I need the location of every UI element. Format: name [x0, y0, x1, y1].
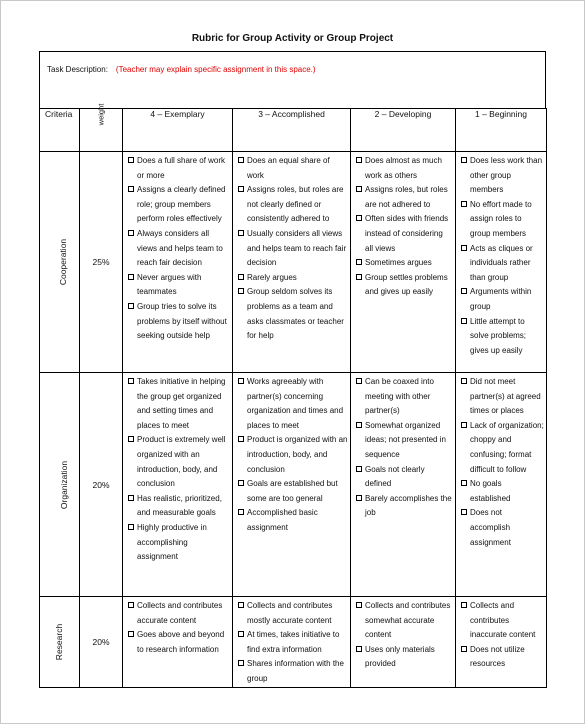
criteria-item	[356, 212, 453, 256]
beginning-header: 1 – Beginning	[456, 109, 547, 152]
criteria-item-text: Product is organized with an introduction, body, and conclusion	[247, 435, 348, 474]
criteria-item-text: Did not meet partner(s) at agreed times or places	[470, 377, 541, 416]
checkbox-icon	[356, 157, 362, 163]
checkbox-icon	[356, 422, 362, 428]
criteria-item	[128, 628, 230, 657]
checkbox-icon	[128, 186, 134, 192]
checkbox-icon	[356, 215, 362, 221]
criteria-item	[128, 492, 230, 521]
checkbox-icon	[238, 631, 244, 637]
criteria-item	[128, 599, 230, 628]
weight-cell: 20%	[80, 597, 123, 688]
checkbox-icon	[461, 318, 467, 324]
criteria-item-text: Barely accomplishes the job	[365, 493, 452, 518]
checkbox-icon	[461, 288, 467, 294]
rubric-table	[39, 103, 547, 688]
checkbox-icon	[128, 495, 134, 501]
checkbox-icon	[238, 602, 244, 608]
task-description-label: Task Description:	[47, 65, 108, 74]
criterion-cell	[40, 373, 80, 597]
level-3-cell	[233, 373, 351, 597]
criteria-item-text: Does less work than other group members	[470, 156, 543, 195]
criteria-item	[356, 375, 453, 419]
criteria-item	[238, 628, 348, 657]
criteria-item-text: No goals established	[470, 479, 511, 503]
criteria-item	[356, 492, 453, 521]
criteria-item-text: Collects and contributes accurate content	[137, 601, 223, 625]
criteria-item-text: Accomplished basic assignment	[247, 508, 318, 532]
checkbox-icon	[356, 378, 362, 384]
criteria-item-text: Assigns roles, but roles are not clearly defined or consistently adhered to	[247, 185, 344, 224]
checkbox-icon	[238, 480, 244, 486]
checkbox-icon	[356, 466, 362, 472]
checkbox-icon	[238, 230, 244, 236]
criteria-item-text: Collects and contributes mostly accurate content	[247, 601, 333, 625]
criteria-item-text: Uses only materials provided	[365, 644, 435, 669]
level-1-cell	[456, 373, 547, 597]
criteria-item-text: Collects and contributes somewhat accurate content	[365, 601, 451, 640]
criteria-item-text: Always considers all views and helps team to reach fair decision	[137, 228, 223, 268]
level-2-cell	[351, 152, 456, 373]
weight-cell: 20%	[80, 373, 123, 597]
rubric-row-organization	[40, 373, 547, 597]
criteria-item	[128, 271, 230, 300]
level-4-cell	[123, 152, 233, 373]
checkbox-icon	[128, 274, 134, 280]
criteria-item-text: Somewhat organized ideas; not presented in sequence	[365, 420, 446, 459]
exemplary-header: 4 – Exemplary	[123, 109, 233, 152]
criteria-item-text: Assigns a clearly defined role; group members perform roles effectively	[137, 185, 226, 224]
checkbox-icon	[356, 602, 362, 608]
task-description-box	[39, 51, 546, 109]
checkbox-icon	[128, 602, 134, 608]
criteria-item	[356, 643, 453, 672]
checkbox-icon	[128, 303, 134, 309]
criteria-item-text: Group settles problems and gives up easily	[365, 272, 448, 297]
checkbox-icon	[461, 646, 467, 652]
level-3-cell	[233, 152, 351, 373]
criteria-item-text: Does an equal share of work	[247, 156, 330, 180]
criteria-item	[128, 183, 230, 227]
criteria-item	[461, 198, 544, 242]
criteria-item	[461, 315, 544, 359]
criteria-item	[461, 643, 544, 672]
criteria-item	[356, 154, 453, 183]
criteria-item-text: Collects and contributes inaccurate content	[470, 601, 536, 640]
criteria-item	[356, 463, 453, 492]
criteria-item	[356, 183, 453, 212]
checkbox-icon	[461, 422, 467, 428]
checkbox-icon	[461, 378, 467, 384]
level-2-cell	[351, 597, 456, 688]
checkbox-icon	[128, 157, 134, 163]
criteria-item	[128, 433, 230, 491]
accomplished-header: 3 – Accomplished	[233, 109, 351, 152]
criteria-item-text: Does not utilize resources	[470, 644, 525, 669]
criteria-item	[238, 154, 348, 183]
criteria-item	[461, 506, 544, 550]
task-description-row	[47, 65, 316, 74]
criteria-item-text: Goals are established but some are too general	[247, 479, 338, 503]
criteria-item-text: Works agreeably with partner(s) concerning organization and times and places to meet	[247, 377, 344, 430]
criteria-item	[238, 227, 348, 271]
level-4-cell	[123, 597, 233, 688]
checkbox-icon	[238, 274, 244, 280]
criterion-label: Cooperation	[58, 238, 69, 286]
criteria-item-text: Group seldom solves its problems as a team and asks classmates or teacher for help	[247, 287, 344, 341]
criteria-item-text: Lack of organization; choppy and confusing; format difficult to follow	[470, 420, 544, 474]
checkbox-icon	[238, 660, 244, 666]
checkbox-icon	[356, 274, 362, 280]
criteria-item	[238, 433, 348, 477]
checkbox-icon	[238, 436, 244, 442]
criteria-item	[356, 256, 453, 271]
criteria-item	[238, 657, 348, 686]
criteria-item-text: Sometimes argues	[365, 258, 432, 268]
rubric-row-research	[40, 597, 547, 688]
criterion-label: Organization	[59, 460, 70, 509]
criteria-item-text: At times, takes initiative to find extra information	[247, 630, 340, 654]
checkbox-icon	[128, 436, 134, 442]
level-4-cell	[123, 373, 233, 597]
checkbox-icon	[238, 288, 244, 294]
checkbox-icon	[356, 495, 362, 501]
criteria-item-text: Goals not clearly defined	[365, 464, 425, 489]
checkbox-icon	[128, 230, 134, 236]
level-1-cell	[456, 597, 547, 688]
criteria-item	[128, 154, 230, 183]
criteria-item-text: Takes initiative in helping the group get organized and setting times and places to meet	[137, 377, 226, 430]
criteria-item-text: Can be coaxed into meeting with other partner(s)	[365, 377, 434, 416]
criteria-item-text: Arguments within group	[470, 287, 532, 311]
criteria-item-text: Shares information with the group	[247, 659, 344, 683]
criteria-item-text: Product is extremely well organized with an introduction, body, and conclusion	[137, 435, 226, 489]
criteria-item	[238, 477, 348, 506]
criteria-item-text: Acts as cliques or individuals rather than group	[470, 243, 533, 282]
criteria-item-text: Goes above and beyond to research information	[137, 630, 225, 654]
criteria-item-text: Little attempt to solve problems; gives up easily	[470, 316, 527, 355]
developing-header: 2 – Developing	[351, 109, 456, 152]
criteria-item	[238, 285, 348, 343]
checkbox-icon	[128, 524, 134, 530]
criteria-item	[238, 599, 348, 628]
criteria-item	[128, 227, 230, 271]
criteria-item	[461, 285, 544, 314]
checkbox-icon	[238, 186, 244, 192]
criteria-item-text: Does a full share of work or more	[137, 156, 226, 180]
criteria-item-text: Often sides with friends instead of considering all views	[365, 214, 449, 253]
criteria-item	[128, 375, 230, 433]
criteria-item	[461, 599, 544, 643]
criterion-label: Research	[54, 623, 65, 660]
criteria-item	[461, 154, 544, 198]
criteria-item-text: Rarely argues	[247, 272, 297, 282]
criteria-item	[461, 419, 544, 477]
criteria-item	[128, 521, 230, 565]
criteria-item	[461, 477, 544, 506]
document-title: Rubric for Group Activity or Group Project	[191, 33, 394, 44]
task-description-note: (Teacher may explain specific assignment in this space.)	[115, 65, 316, 74]
level-2-cell	[351, 373, 456, 597]
criteria-item-text: Group tries to solve its problems by itself without seeking outside help	[137, 301, 227, 341]
checkbox-icon	[461, 480, 467, 486]
criteria-item-text: Highly productive in accomplishing assignment	[137, 522, 207, 562]
criteria-item-text: Has realistic, prioritized, and measurable goals	[137, 493, 222, 518]
header-row	[40, 109, 547, 152]
criteria-item-text: No effort made to assign roles to group members	[470, 199, 532, 238]
checkbox-icon	[128, 631, 134, 637]
weight-header-label: weight	[96, 103, 106, 126]
checkbox-icon	[461, 602, 467, 608]
criteria-item	[238, 506, 348, 535]
criteria-item	[356, 599, 453, 643]
criteria-item	[356, 419, 453, 463]
criteria-item	[128, 300, 230, 344]
criteria-item-text: Does almost as much work as others	[365, 156, 442, 180]
checkbox-icon	[461, 245, 467, 251]
criteria-item	[238, 271, 348, 286]
criterion-cell	[40, 152, 80, 373]
criteria-item	[461, 242, 544, 286]
criteria-item-text: Does not accomplish assignment	[470, 508, 511, 547]
criteria-header: Criteria	[40, 109, 80, 152]
checkbox-icon	[461, 509, 467, 515]
checkbox-icon	[128, 378, 134, 384]
checkbox-icon	[356, 259, 362, 265]
criteria-item-text: Assigns roles, but roles are not adhered to	[365, 185, 448, 209]
checkbox-icon	[356, 186, 362, 192]
criteria-item	[461, 375, 544, 419]
checkbox-icon	[238, 378, 244, 384]
checkbox-icon	[461, 201, 467, 207]
criteria-item	[238, 375, 348, 433]
level-1-cell	[456, 152, 547, 373]
criterion-cell	[40, 597, 80, 688]
checkbox-icon	[461, 157, 467, 163]
rubric-row-cooperation	[40, 152, 547, 373]
criteria-item-text: Never argues with teammates	[137, 272, 202, 297]
checkbox-icon	[356, 646, 362, 652]
criteria-item	[356, 271, 453, 300]
criteria-item	[238, 183, 348, 227]
level-3-cell	[233, 597, 351, 688]
checkbox-icon	[238, 509, 244, 515]
weight-cell: 25%	[80, 152, 123, 373]
checkbox-icon	[238, 157, 244, 163]
weight-header	[80, 103, 123, 152]
criteria-item-text: Usually considers all views and helps team to reach fair decision	[247, 228, 347, 268]
